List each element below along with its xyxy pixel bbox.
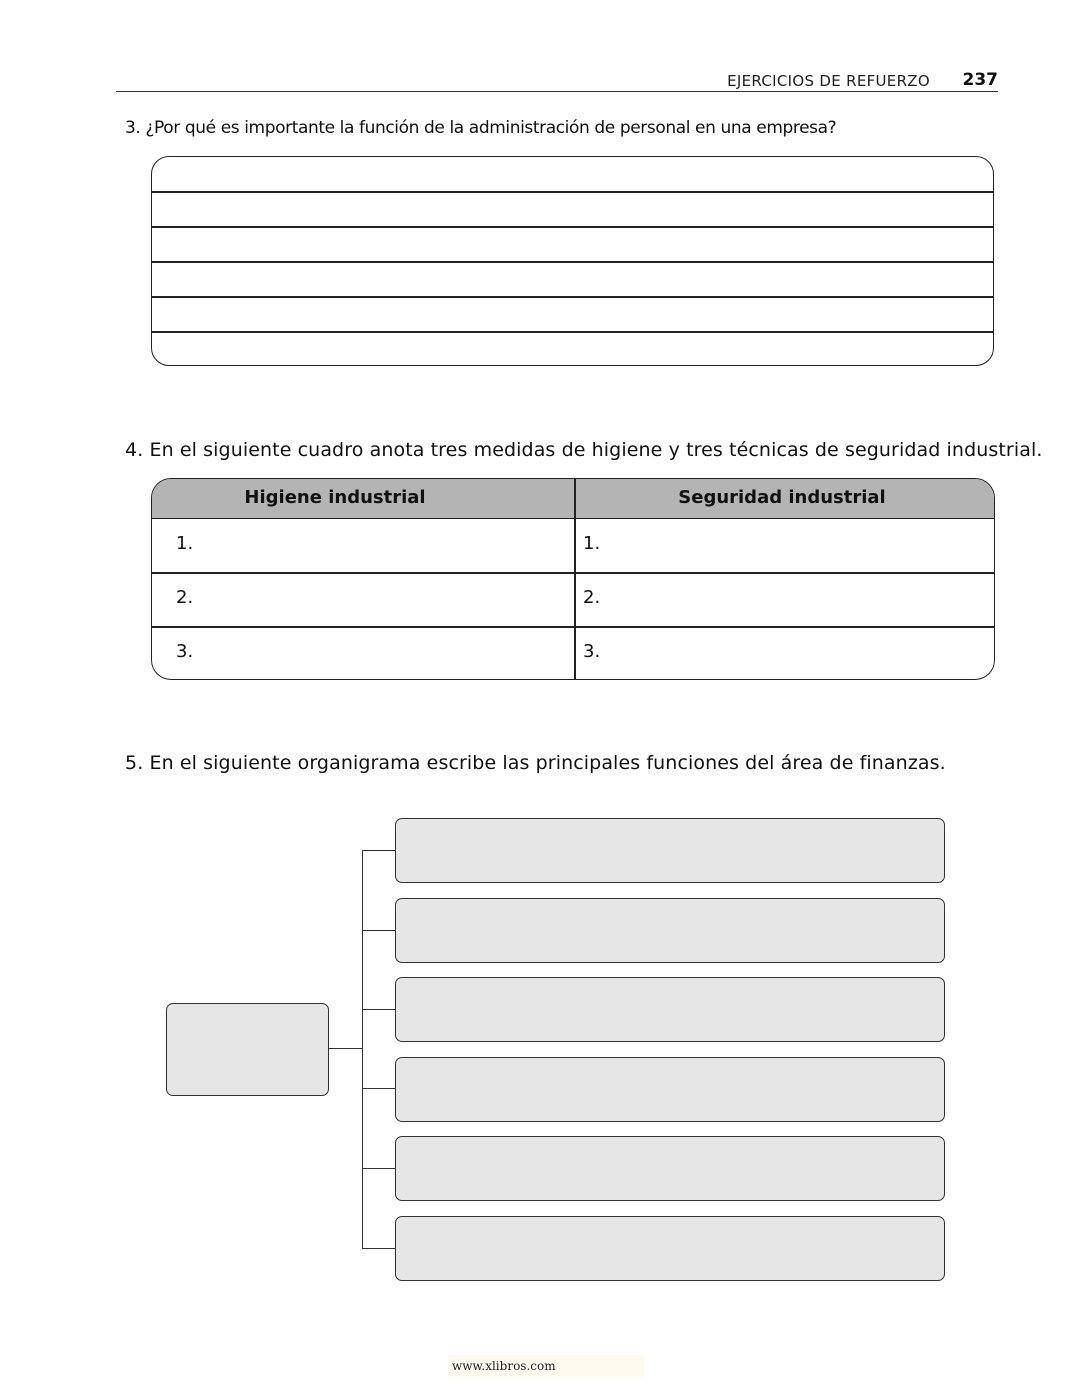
- org-function-box-4[interactable]: [395, 1057, 945, 1122]
- running-header-title: EJERCICIOS DE REFUERZO: [727, 72, 930, 90]
- question-4-text: 4. En el siguiente cuadro anota tres medidas de higiene y tres técnicas de seguridad industrial.: [125, 439, 1043, 461]
- hygiene-safety-table: [151, 478, 995, 680]
- org-connector: [362, 850, 363, 1249]
- org-connector: [329, 1048, 363, 1049]
- safety-item-2[interactable]: 2.: [583, 587, 601, 608]
- org-function-box-2[interactable]: [395, 898, 945, 963]
- hygiene-item-3[interactable]: 3.: [176, 641, 194, 662]
- footer-website: www.xlibros.com: [448, 1355, 644, 1377]
- safety-item-1[interactable]: 1.: [583, 533, 601, 554]
- org-function-box-1[interactable]: [395, 818, 945, 883]
- question-3-text: 3. ¿Por qué es importante la función de la administración de personal en una empresa?: [125, 118, 837, 138]
- page-number: 237: [962, 70, 998, 90]
- header-hygiene: Higiene industrial: [244, 487, 426, 508]
- table-row-divider: [152, 626, 994, 628]
- answer-line: [152, 296, 993, 298]
- table-row-divider: [152, 572, 994, 574]
- org-connector: [362, 1088, 395, 1089]
- answer-line: [152, 331, 993, 333]
- answer-line: [152, 226, 993, 228]
- safety-item-3[interactable]: 3.: [583, 641, 601, 662]
- org-function-box-5[interactable]: [395, 1136, 945, 1201]
- question-3-answer-box[interactable]: [151, 156, 994, 366]
- org-connector: [362, 1248, 395, 1249]
- table-column-divider: [574, 479, 576, 679]
- answer-line: [152, 191, 993, 193]
- org-root-box[interactable]: [166, 1003, 329, 1096]
- org-connector: [362, 850, 395, 851]
- header-safety: Seguridad industrial: [678, 487, 886, 508]
- header-divider: [116, 91, 998, 92]
- org-connector: [362, 1009, 395, 1010]
- org-connector: [362, 1168, 395, 1169]
- answer-line: [152, 261, 993, 263]
- org-function-box-3[interactable]: [395, 977, 945, 1042]
- org-connector: [362, 930, 395, 931]
- table-header-row: [152, 479, 994, 519]
- hygiene-item-1[interactable]: 1.: [176, 533, 194, 554]
- hygiene-item-2[interactable]: 2.: [176, 587, 194, 608]
- org-function-box-6[interactable]: [395, 1216, 945, 1281]
- question-5-text: 5. En el siguiente organigrama escribe las principales funciones del área de finanzas.: [125, 752, 946, 774]
